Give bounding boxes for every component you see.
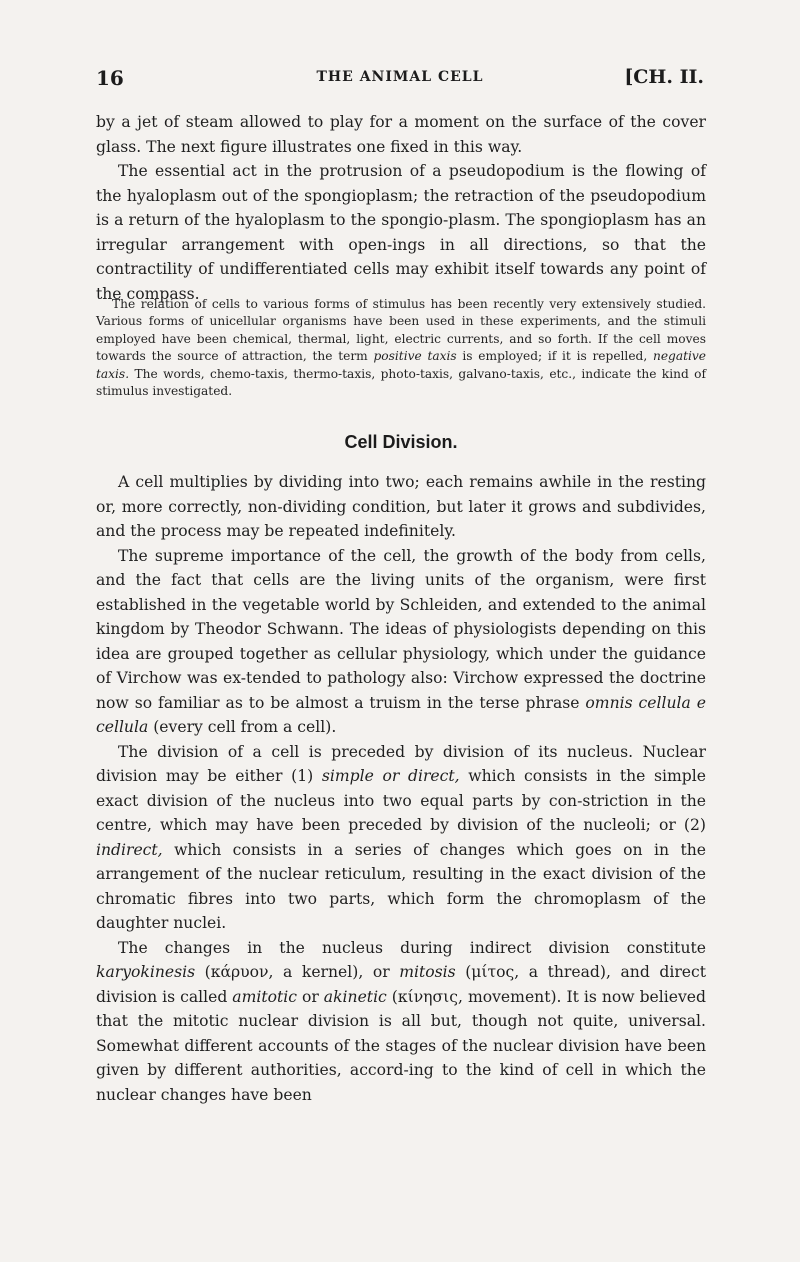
- term-amitotic: amitotic: [232, 987, 298, 1006]
- para4-text-b: (κάρυον, a kernel), or: [195, 963, 400, 981]
- paragraph-continuation: by a jet of steam allowed to play for a moment on the surface of the cover glass. The next figure illustrates one fixed in this way.: [96, 113, 706, 156]
- term-karyokinesis: karyokinesis: [96, 963, 196, 981]
- body-section-top: [96, 110, 706, 306]
- term-positive-taxis: positive taxis: [373, 349, 457, 364]
- para4-text-c: (μίτος, a thread), and direct division is called: [96, 963, 706, 1006]
- note-paragraph: [96, 296, 706, 400]
- para3-text-a: The division of a cell is preceded by division of its nucleus. Nuclear division may be either (1): [96, 742, 706, 785]
- para4-text-e: (κίνησις, movement). It is now believed that the mitotic nuclear division is all but, though not quite, universal. Somewhat different accounts of the stages of the nuclear division have been given by different authorities, accord-ing to the kind of cell in which the nuclear changes have been: [96, 987, 707, 1104]
- term-mitosis: mitosis: [399, 963, 456, 981]
- running-header: [96, 66, 704, 92]
- paragraph-karyokinesis: [96, 936, 706, 1108]
- paragraph-pseudopodium: The essential act in the protrusion of a pseudopodium is the flowing of the hyaloplasm out of the spongioplasm; the retraction of the pseudopodium is a return of the hyaloplasm to the spongio-plasm. The spongioplasm has an irregular arrangement with open-ings in all directions, so that the contractility of undifferentiated cells may exhibit itself towards any point of the compass.: [96, 162, 706, 303]
- term-indirect: indirect,: [96, 840, 163, 859]
- para3-text-b: which consists in the simple exact division of the nucleus into two equal parts by con-striction in the centre, which may have been preceded by division of the nucleoli; or (2): [96, 767, 706, 834]
- para4-text-d: or: [297, 987, 324, 1006]
- term-akinetic: akinetic: [323, 987, 387, 1006]
- note-text-a: The relation of cells to various forms of stimulus has been recently very extensively studied. Various forms of unicellular organisms have been used in these experiments, and the stimuli employed have been chemical, thermal, light, electric currents, and so forth. If the cell moves towards the source of attraction, the term: [96, 297, 706, 364]
- paragraph-nuclear-division: [96, 740, 706, 936]
- chapter-marker: [CH. II.: [624, 66, 704, 88]
- para4-text-a: The changes in the nucleus during indirect division constitute: [118, 938, 706, 957]
- para2-text-b: (every cell from a cell).: [148, 718, 337, 736]
- note-text-b: is employed; if it is repelled,: [456, 349, 653, 364]
- term-simple-direct: simple or direct,: [321, 767, 460, 785]
- latin-phrase: omnis cellula e cellula: [96, 693, 706, 736]
- page-number: 16: [96, 66, 124, 90]
- paragraph-supreme-importance: [96, 544, 706, 740]
- body-section-cell-division: [96, 470, 706, 1107]
- running-title: THE ANIMAL CELL: [316, 69, 484, 85]
- section-heading: Cell Division.: [344, 432, 458, 452]
- term-negative-taxis: negative taxis.: [96, 349, 707, 381]
- small-print-note: [96, 296, 706, 400]
- note-text-c: The words, chemo-taxis, thermo-taxis, photo-taxis, galvano-taxis, etc., indicate the kind of stimulus investigated.: [96, 366, 706, 399]
- para2-text-a: The supreme importance of the cell, the growth of the body from cells, and the fact that cells are the living units of the organism, were first established in the vegetable world by Schleiden, and extended to the animal kingdom by Theodor Schwann. The ideas of physiologists depending on this idea are grouped together as cellular physiology, which under the guidance of Virchow was ex-tended to pathology also: Virchow expressed the doctrine now so familiar as to be almost a truism in the terse phrase: [96, 546, 706, 712]
- para3-text-c: which consists in a series of changes which goes on in the arrangement of the nuclear reticulum, resulting in the exact division of the chromatic fibres into two parts, which form the chromoplasm of the daughter nuclei.: [96, 840, 706, 932]
- paragraph-cell-multiplies: A cell multiplies by dividing into two; each remains awhile in the resting or, more correctly, non-dividing condition, but later it grows and subdivides, and the process may be repeated indefinitely.: [96, 473, 706, 540]
